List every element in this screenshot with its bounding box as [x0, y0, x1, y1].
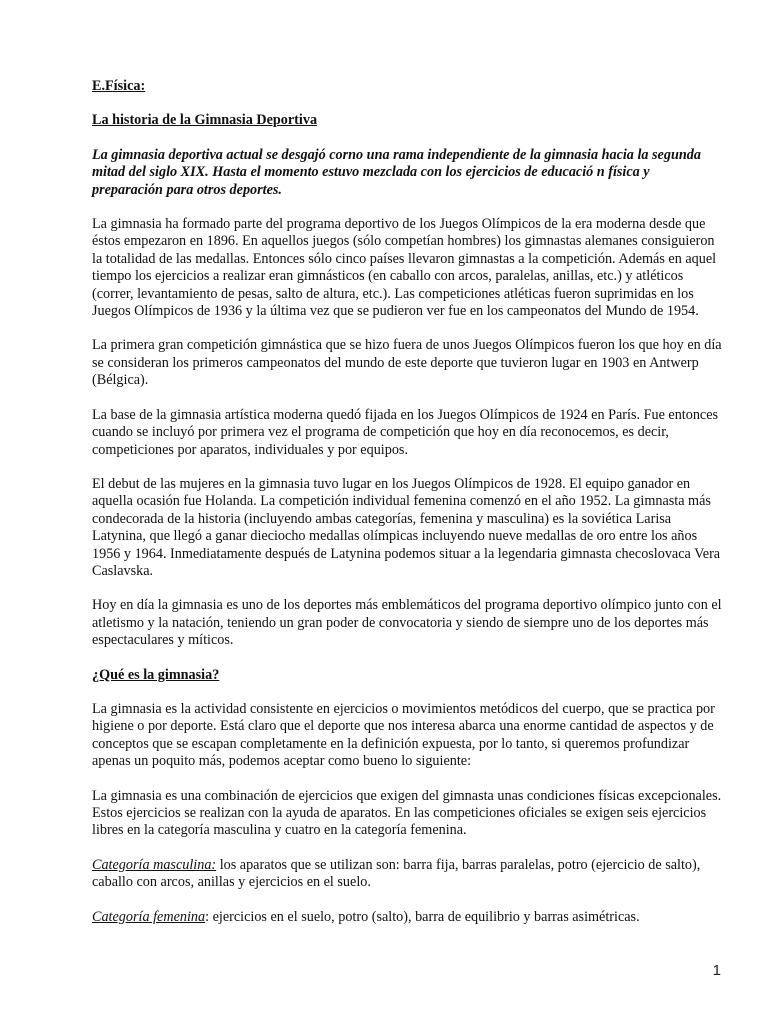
- category-female-label: Categoría femenina: [92, 908, 206, 925]
- category-male-label: Categoría masculina:: [92, 856, 217, 873]
- paragraph-combination: La gimnasia es una combinación de ejercicios que exigen del gimnasta unas condiciones físicas excepcionales. Estos ejercicios se realizan con la ayuda de aparatos. En las competiciones oficiales se exigen seis ejercicios libres en la categoría masculina y cuatro en la categoría femenina.: [92, 787, 722, 839]
- category-female-text: : ejercicios en el suelo, potro (salto), barra de equilibrio y barras asimétricas.: [205, 908, 640, 925]
- page-number: 1: [712, 962, 721, 979]
- paragraph-definition: La gimnasia es la actividad consistente en ejercicios o movimientos metódicos del cuerpo, que se practica por higiene o por deporte. Está claro que el deporte que nos interesa abarca una enorme cantidad de aspectos y de conceptos que se escapan completamente en la definición expuesta, por lo tanto, si queremos profundizar apenas un poquito más, podemos aceptar como bueno lo siguiente:: [92, 700, 715, 770]
- category-male-text: los aparatos que se utilizan son: barra fija, barras paralelas, potro (ejercicio de salto), caballo con arcos, anillas y ejercicios en el suelo.: [92, 856, 701, 891]
- paragraph-modern-base: La base de la gimnasia artística moderna quedó fijada en los Juegos Olímpicos de 1924 en París. Fue entonces cuando se incluyó por primera vez el programa de competición que hoy en día reconocemos, es decir, competiciones por aparatos, individuales y por equipos.: [92, 406, 719, 458]
- document-page: [92, 78, 724, 943]
- section-heading: ¿Qué es la gimnasia?: [92, 666, 220, 683]
- subject-heading: E.Física:: [92, 78, 146, 94]
- document-title: La historia de la Gimnasia Deportiva: [92, 112, 318, 129]
- category-female-paragraph: [92, 909, 724, 926]
- category-male-paragraph: [92, 857, 724, 892]
- paragraph-women-debut: El debut de las mujeres en la gimnasia tuvo lugar en los Juegos Olímpicos de 1928. El equipo ganador en aquella ocasión fue Holanda. La competición individual femenina comenzó en el año 1952. La gimnasta más condecorada de la historia (incluyendo ambas categorías, femenina y masculina) es la soviética Larisa Latynina, que llegó a ganar dieciocho medallas olímpicas incluyendo nueve medallas de oro entre los años 1956 y 1964. Inmediatamente después de Latynina podemos situar a la legendaria gimnasta checoslovaca Vera Caslavska.: [92, 475, 721, 579]
- intro-paragraph: La gimnasia deportiva actual se desgajó corno una rama independiente de la gimnasia hacia la segunda mitad del siglo XIX. Hasta el momento estuvo mezclada con los ejercicios de educació n física y preparación para otros deportes.: [92, 146, 701, 198]
- paragraph-first-championship: La primera gran competición gimnástica que se hizo fuera de unos Juegos Olímpicos fueron los que hoy en día se consideran los primeros campeonatos del mundo de este deporte que tuvieron lugar en 1903 en Antwerp (Bélgica).: [92, 337, 722, 389]
- paragraph-today: Hoy en día la gimnasia es uno de los deportes más emblemáticos del programa deportivo olímpico junto con el atletismo y la natación, teniendo un gran poder de convocatoria y siendo de siempre uno de los deportes más espectaculares y míticos.: [92, 597, 722, 649]
- paragraph-olympic-history: La gimnasia ha formado parte del programa deportivo de los Juegos Olímpicos de la era moderna desde que éstos empezaron en 1896. En aquellos juegos (sólo competían hombres) los gimnastas alemanes consiguieron la totalidad de las medallas. Entonces sólo cinco países llevaron gimnastas a la competición. Además en aquel tiempo los ejercicios a realizar eran gimnásticos (en caballo con arcos, paralelas, anillas, etc.) y atléticos (correr, levantamiento de pesas, salto de altura, etc.). Las competiciones atléticas fueron suprimidas en los Juegos Olímpicos de 1936 y la última vez que se pudieron ver fue en los campeonatos del Mundo de 1954.: [92, 216, 717, 320]
